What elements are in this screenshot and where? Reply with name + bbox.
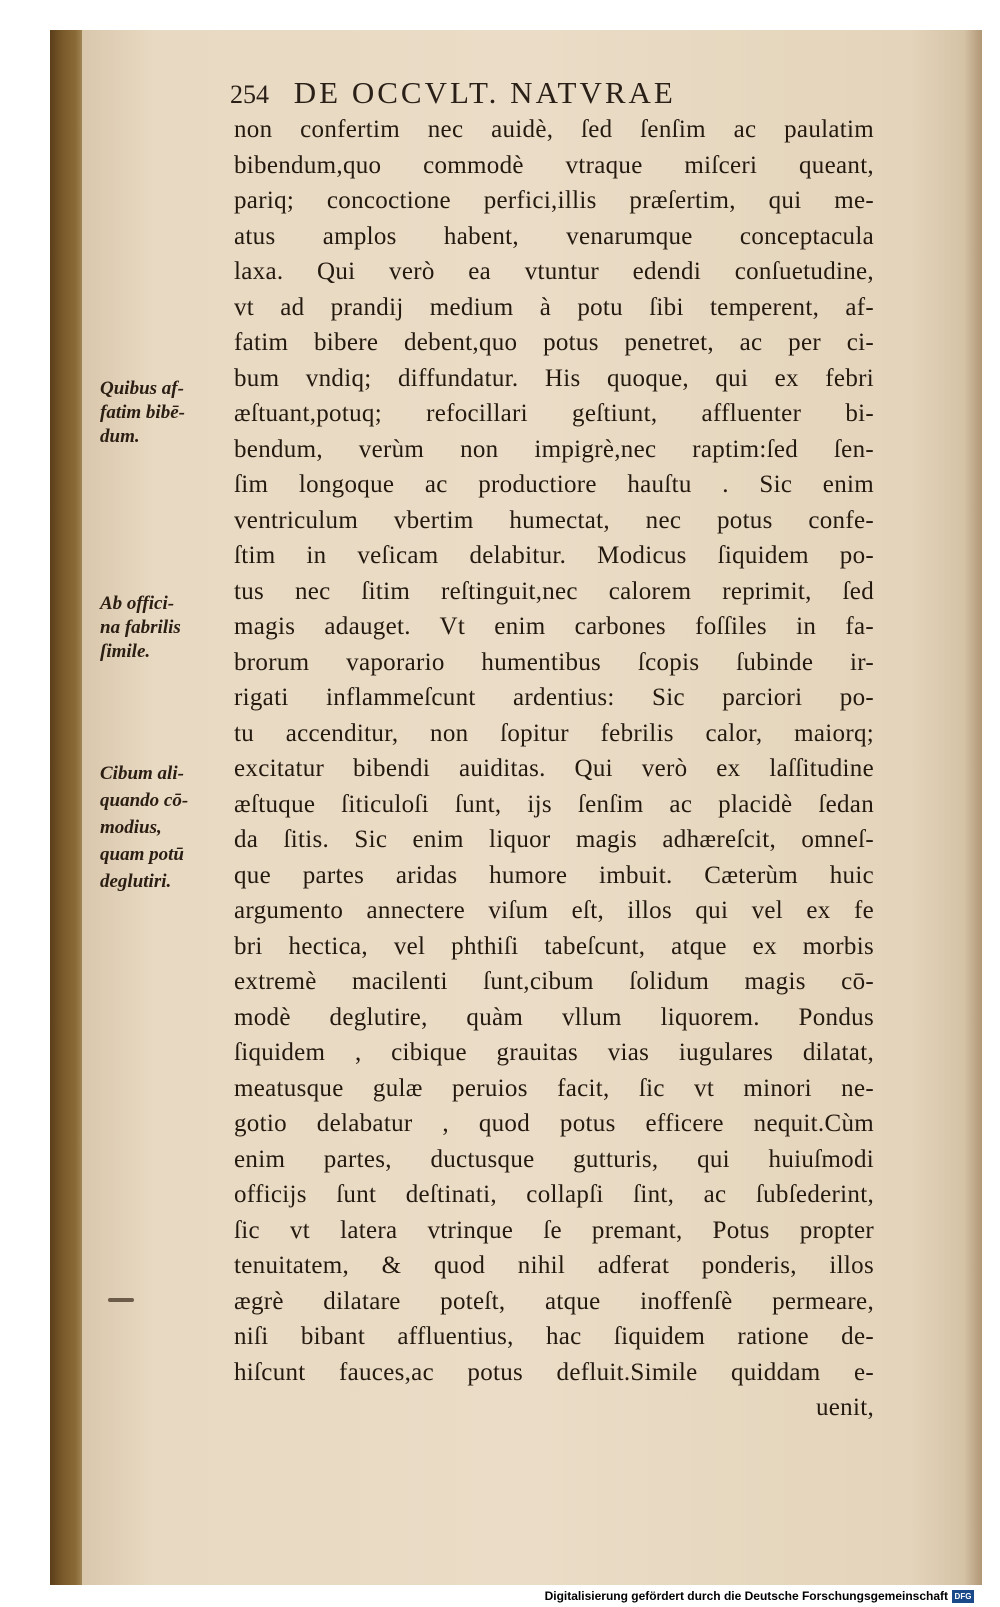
credit-text: Digitalisierung gefördert durch die Deutsche Forschungsgemeinschaft xyxy=(544,1589,948,1603)
text-line: non confertim nec auidè, ſed ſenſim ac paulatim xyxy=(234,116,874,143)
text-line: argumento annectere viſum eſt, illos qui vel ex fe xyxy=(234,897,874,924)
text-line: pariq; concoctione perfici,illis præſertim, qui me- xyxy=(234,187,874,214)
text-line: tu accenditur, non ſopitur febrilis calor, maiorq; xyxy=(234,719,874,747)
running-title: DE OCCVLT. NATVRAE xyxy=(293,75,676,110)
text-line: gotio delabatur , quod potus efficere nequit.Cùm xyxy=(234,1110,874,1137)
dfg-logo: DFG xyxy=(952,1590,974,1603)
text-line: fatim bibere debent,quo potus penetret, ac per ci- xyxy=(234,329,874,356)
text-line: ſiquidem , cibique grauitas vias iugulares dilatat, xyxy=(234,1039,874,1066)
marginal-note-cibum-aliquando xyxy=(100,760,240,895)
marginal-note-line: dum. xyxy=(100,426,140,447)
text-line: vt ad prandij medium à potu ſibi temperent, af- xyxy=(234,293,874,321)
marginal-note-line: quando cō- xyxy=(100,790,189,811)
marginal-note-line: Quibus af- xyxy=(100,378,184,399)
text-line: ſim longoque ac productiore hauſtu . Sic enim xyxy=(234,471,874,498)
marginal-note-line: Ab offici- xyxy=(100,593,175,614)
text-line: brorum vaporario humentibus ſcopis ſubinde ir- xyxy=(234,648,874,676)
text-line: ſtim in veſicam delabitur. Modicus ſiquidem po- xyxy=(234,542,874,569)
body-text xyxy=(234,112,874,1426)
ink-smudge xyxy=(108,1298,134,1302)
text-line: hiſcunt fauces,ac potus defluit.Simile quiddam e- xyxy=(234,1358,874,1386)
text-line: laxa. Qui verò ea vtuntur edendi conſuetudine, xyxy=(234,258,874,285)
text-line: atus amplos habent, venarumque conceptacula xyxy=(234,222,874,250)
marginal-note-line: deglutiri. xyxy=(100,871,172,892)
text-line: enim partes, ductusque gutturis, qui huiuſmodi xyxy=(234,1145,874,1173)
text-line: niſi bibant affluentius, hac ſiquidem ratione de- xyxy=(234,1323,874,1350)
text-line: tenuitatem, & quod nihil adferat ponderis, illos xyxy=(234,1252,874,1279)
page-edge-shadow xyxy=(964,30,982,1585)
text-line: rigati inflammeſcunt ardentius: Sic parciori po- xyxy=(234,684,874,711)
marginal-note-quibus-affatim xyxy=(100,377,240,449)
text-line: modè deglutire, quàm vllum liquorem. Pondus xyxy=(234,1003,874,1031)
text-line: da ſitis. Sic enim liquor magis adhæreſcit, omneſ- xyxy=(234,826,874,853)
text-line: meatusque gulæ peruios facit, ſic vt minori ne- xyxy=(234,1074,874,1102)
text-line: extremè macilenti ſunt,cibum ſolidum magis cō- xyxy=(234,968,874,995)
text-line: bum vndiq; diffundatur. His quoque, qui ex febri xyxy=(234,364,874,392)
marginal-note-line: Cibum ali- xyxy=(100,763,184,784)
text-line: ſic vt latera vtrinque ſe premant, Potus propter xyxy=(234,1216,874,1244)
book-spine xyxy=(50,30,82,1585)
text-line: bibendum,quo commodè vtraque miſceri queant, xyxy=(234,151,874,179)
page-number: 254 xyxy=(230,80,269,109)
text-line: æſtuque ſiticuloſi ſunt, ijs ſenſim ac placidè ſedan xyxy=(234,790,874,818)
text-line: bendum, verùm non impigrè,nec raptim:ſed ſen- xyxy=(234,435,874,463)
marginal-note-line: fatim bibē- xyxy=(100,402,185,423)
marginal-note-line: ſimile. xyxy=(100,641,151,662)
marginal-note-line: modius, xyxy=(100,817,162,838)
marginal-note-line: quam potū xyxy=(100,844,184,865)
text-line: magis adauget. Vt enim carbones foſſiles in fa- xyxy=(234,613,874,640)
text-line: bri hectica, vel phthiſi tabeſcunt, atque ex morbis xyxy=(234,932,874,960)
running-header xyxy=(230,75,790,111)
text-line: ægrè dilatare poteſt, atque inoffenſè permeare, xyxy=(234,1287,874,1315)
text-line: ventriculum vbertim humectat, nec potus confe- xyxy=(234,506,874,534)
text-line: que partes aridas humore imbuit. Cæterùm huic xyxy=(234,861,874,889)
text-line: officijs ſunt deſtinati, collapſi ſint, ac ſubſederint, xyxy=(234,1181,874,1208)
text-line: tus nec ſitim reſtinguit,nec calorem reprimit, ſed xyxy=(234,577,874,605)
digitization-credit xyxy=(545,1589,974,1603)
text-line: excitatur bibendi auiditas. Qui verò ex laſſitudine xyxy=(234,755,874,782)
text-line: uenit, xyxy=(815,1394,874,1421)
marginal-note-ab-officina xyxy=(100,592,240,664)
marginal-note-line: na fabrilis xyxy=(100,617,181,638)
text-line: æſtuant,potuq; refocillari geſtiunt, affluenter bi- xyxy=(234,400,874,427)
